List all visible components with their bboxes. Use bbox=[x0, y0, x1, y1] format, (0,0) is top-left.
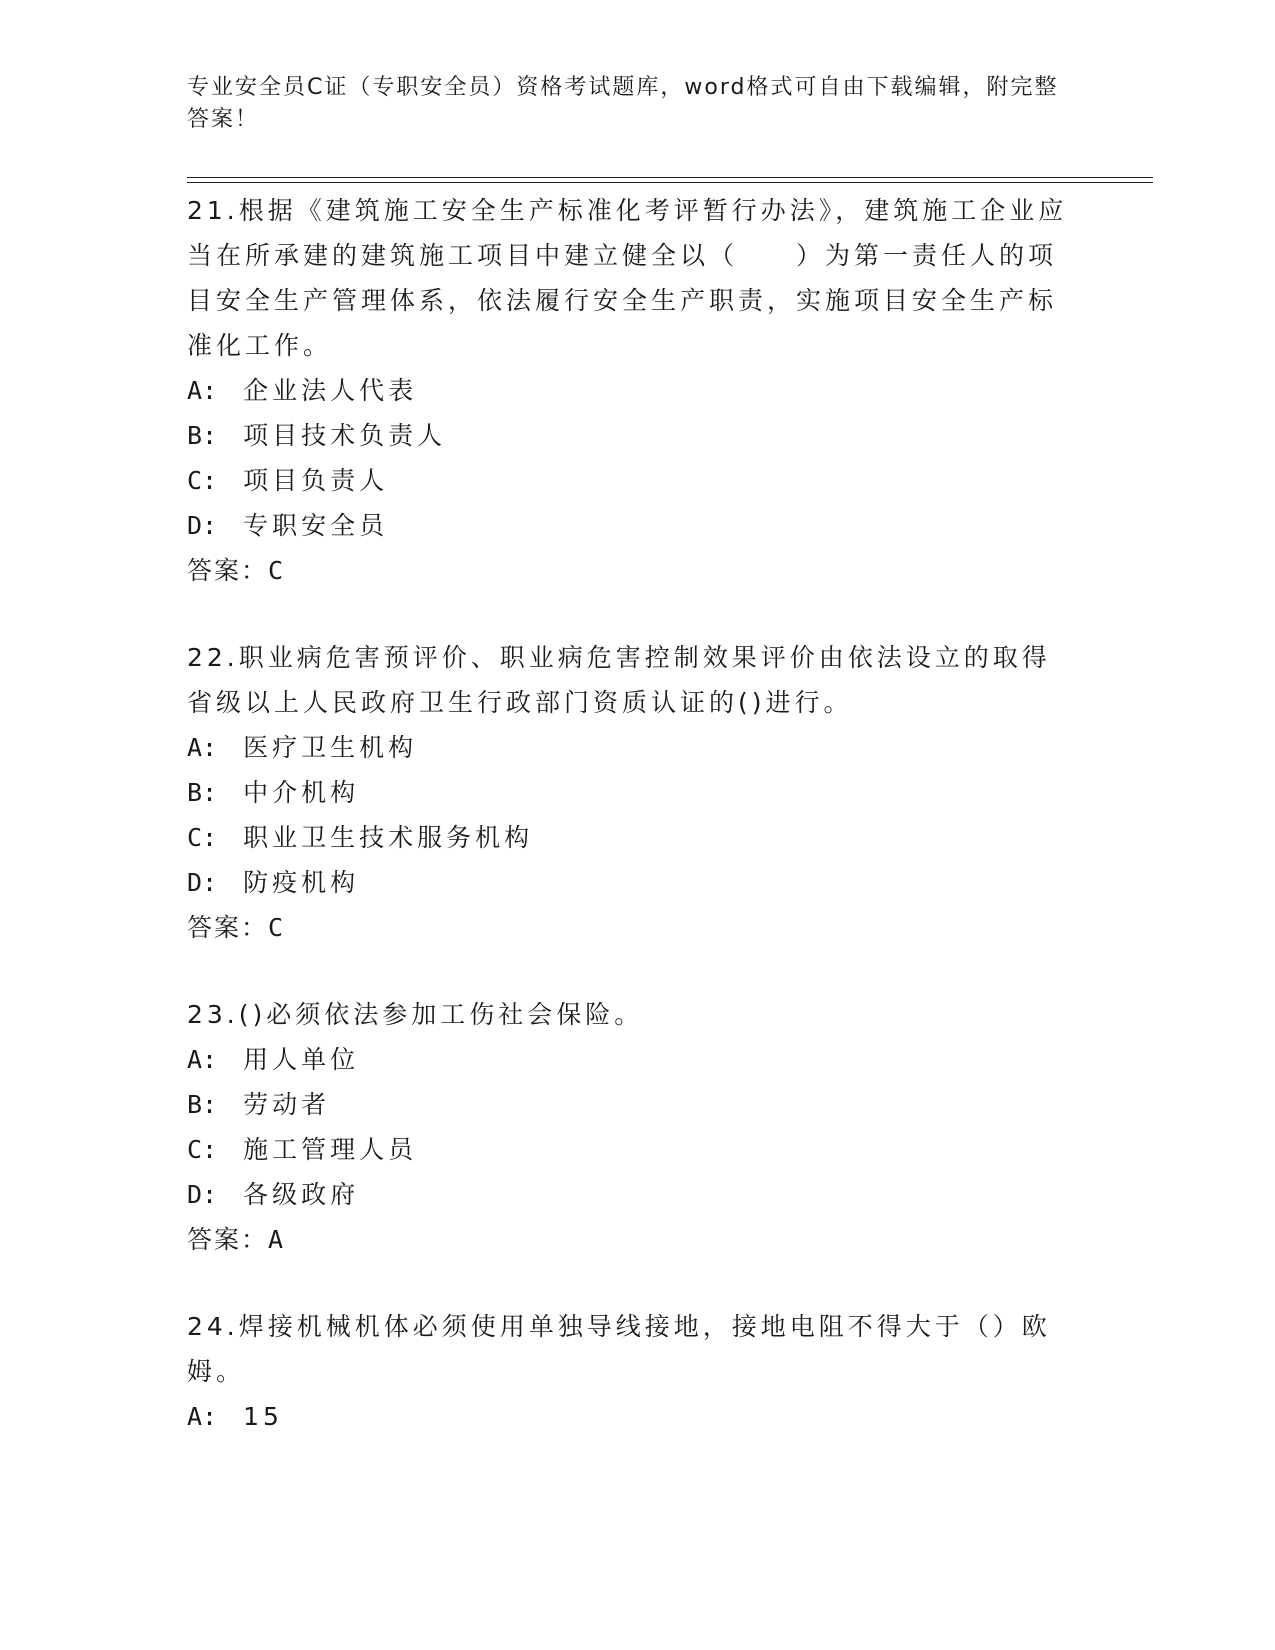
option-letter: A: bbox=[187, 1045, 218, 1074]
option-b bbox=[187, 413, 1077, 458]
option-text: 用人单位 bbox=[243, 1045, 360, 1074]
option-b bbox=[187, 1082, 1077, 1127]
option-text: 项目负责人 bbox=[243, 466, 389, 495]
question-23 bbox=[187, 992, 1077, 1262]
option-letter: A: bbox=[187, 1402, 218, 1431]
option-a bbox=[187, 1037, 1077, 1082]
option-letter: C: bbox=[187, 1135, 218, 1164]
option-c bbox=[187, 458, 1077, 503]
question-text: 21.根据《建筑施工安全生产标准化考评暂行办法》，建筑施工企业应当在所承建的建筑施工项目中建立健全以（ ）为第一责任人的项目安全生产管理体系，依法履行安全生产职责，实施项目安全生产标准化工作。 bbox=[187, 196, 1068, 360]
option-text: 施工管理人员 bbox=[243, 1135, 418, 1164]
option-letter: C: bbox=[187, 466, 218, 495]
option-letter: C: bbox=[187, 823, 218, 852]
option-text: 专职安全员 bbox=[243, 511, 389, 540]
question-24 bbox=[187, 1304, 1077, 1439]
option-text: 防疫机构 bbox=[243, 868, 360, 897]
answer-line bbox=[187, 548, 1077, 593]
question-text: 22.职业病危害预评价、职业病危害控制效果评价由依法设立的取得省级以上人民政府卫生行政部门资质认证的()进行。 bbox=[187, 643, 1051, 717]
option-a bbox=[187, 368, 1077, 413]
question-22 bbox=[187, 635, 1077, 950]
option-text: 劳动者 bbox=[243, 1090, 331, 1119]
option-a bbox=[187, 725, 1077, 770]
header-divider-bottom bbox=[187, 182, 1153, 183]
answer-value: C bbox=[268, 556, 286, 585]
option-text: 项目技术负责人 bbox=[243, 421, 447, 450]
option-text: 职业卫生技术服务机构 bbox=[243, 823, 534, 852]
answer-value: A bbox=[268, 1225, 286, 1254]
option-text: 各级政府 bbox=[243, 1180, 360, 1209]
answer-label: 答案： bbox=[187, 1225, 269, 1254]
option-d bbox=[187, 503, 1077, 548]
answer-value: C bbox=[268, 913, 286, 942]
option-b bbox=[187, 770, 1077, 815]
option-letter: B: bbox=[187, 778, 218, 807]
option-text: 15 bbox=[243, 1402, 283, 1431]
answer-label: 答案： bbox=[187, 913, 269, 942]
option-text: 中介机构 bbox=[243, 778, 360, 807]
question-text: 23.()必须依法参加工伤社会保险。 bbox=[187, 1000, 644, 1029]
option-d bbox=[187, 860, 1077, 905]
option-letter: D: bbox=[187, 868, 218, 897]
option-letter: B: bbox=[187, 1090, 218, 1119]
option-letter: A: bbox=[187, 733, 218, 762]
option-text: 企业法人代表 bbox=[243, 376, 418, 405]
option-letter: D: bbox=[187, 511, 218, 540]
header-divider-top bbox=[187, 177, 1153, 178]
option-d bbox=[187, 1172, 1077, 1217]
document-header: 专业安全员C证（专职安全员）资格考试题库，word格式可自由下载编辑，附完整答案！ bbox=[187, 75, 1059, 132]
question-text: 24.焊接机械机体必须使用单独导线接地，接地电阻不得大于（）欧姆。 bbox=[187, 1312, 1051, 1386]
option-letter: A: bbox=[187, 376, 218, 405]
option-a bbox=[187, 1394, 1077, 1439]
option-text: 医疗卫生机构 bbox=[243, 733, 418, 762]
option-c bbox=[187, 1127, 1077, 1172]
option-letter: B: bbox=[187, 421, 218, 450]
answer-label: 答案： bbox=[187, 556, 269, 585]
answer-line bbox=[187, 1217, 1077, 1262]
question-21 bbox=[187, 188, 1077, 593]
question-list bbox=[187, 188, 1077, 1464]
option-letter: D: bbox=[187, 1180, 218, 1209]
option-c bbox=[187, 815, 1077, 860]
answer-line bbox=[187, 905, 1077, 950]
